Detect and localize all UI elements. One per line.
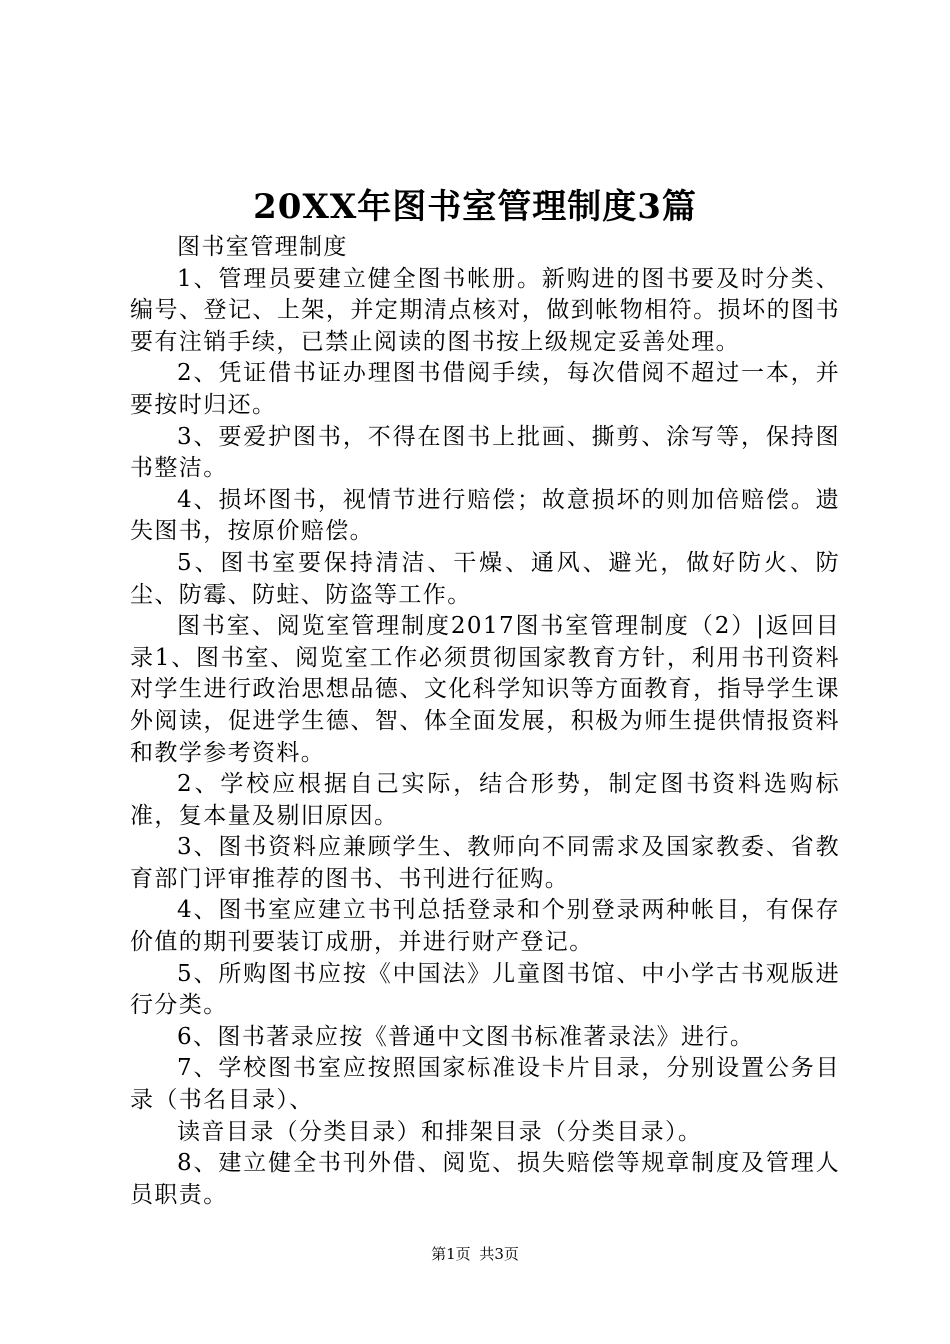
paragraph: 8、建立健全书刊外借、阅览、损失赔偿等规章制度及管理人员职责。 [130, 1150, 840, 1208]
paragraph: 5、图书室要保持清洁、干燥、通风、避光，做好防火、防尘、防霉、防蛀、防盗等工作。 [130, 549, 840, 608]
page-footer [0, 1243, 950, 1265]
paragraph: 5、所购图书应按《中国法》儿童图书馆、中小学古书观版进行分类。 [130, 960, 840, 1019]
paragraph: 3、图书资料应兼顾学生、教师向不同需求及国家教委、省教育部门评审推荐的图书、书刊进行征购。 [130, 834, 840, 892]
page-number: 第1页 [431, 1245, 471, 1263]
paragraph: 6、图书著录应按《普通中文图书标准著录法》进行。 [177, 1023, 755, 1050]
paragraph: 3、要爱护图书，不得在图书上批画、撕剪、涂写等，保持图书整洁。 [130, 423, 840, 482]
page-total: 共3页 [479, 1245, 519, 1263]
paragraph: 图书室、阅览室管理制度2017图书室管理制度（2）|返回目录1、图书室、阅览室工作必须贯彻国家教育方针，利用书刊资料对学生进行政治思想品德、文化科学知识等方面教育，指导学生课外阅读，促进学生德、智、体全面发展，积极为师生提供情报资料和教学参考资料。 [130, 613, 840, 766]
paragraph: 4、损坏图书，视情节进行赔偿；故意损坏的则加倍赔偿。遗失图书，按原价赔偿。 [130, 486, 840, 545]
document-body [130, 232, 840, 1211]
paragraph: 7、学校图书室应按照国家标准设卡片目录，分别设置公务目录（书名目录）、 [130, 1055, 840, 1114]
paragraph: 2、学校应根据自己实际，结合形势，制定图书资料选购标准，复本量及剔旧原因。 [130, 771, 840, 829]
paragraph: 读音目录（分类目录）和排架目录（分类目录）。 [177, 1118, 703, 1145]
paragraph: 2、凭证借书证办理图书借阅手续，每次借阅不超过一本，并要按时归还。 [130, 360, 840, 418]
paragraph: 1、管理员要建立健全图书帐册。新购进的图书要及时分类、编号、登记、上架，并定期清点核对，做到帐物相符。损坏的图书要有注销手续，已禁止阅读的图书按上级规定妥善处理。 [130, 265, 840, 355]
paragraph: 图书室管理制度 [177, 234, 348, 260]
document-title: 20XX年图书室管理制度3篇 [253, 187, 697, 227]
paragraph: 4、图书室应建立书刊总括登录和个别登录两种帐目，有保存价值的期刊要装订成册，并进行财产登记。 [130, 897, 840, 956]
